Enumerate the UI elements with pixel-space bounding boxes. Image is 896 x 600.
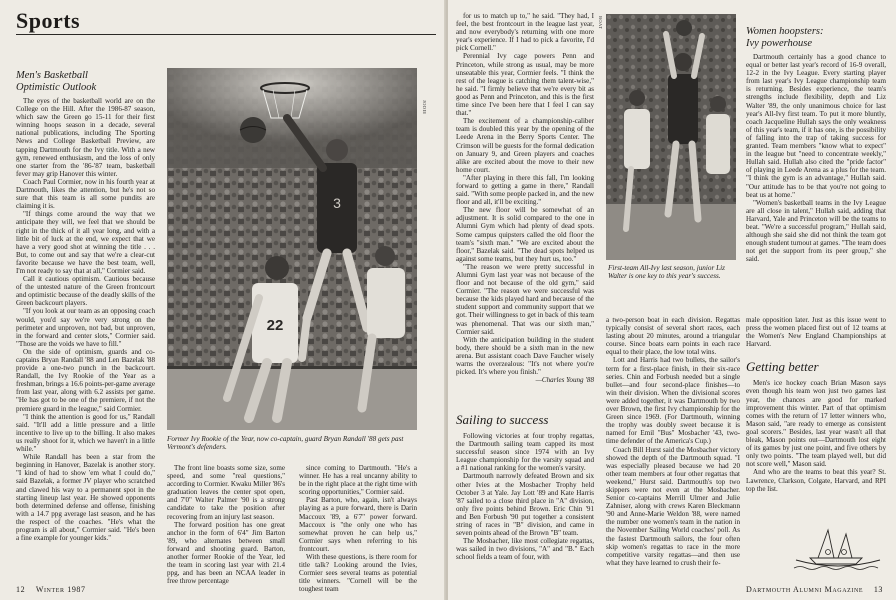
paragraph: Men's ice hockey coach Brian Mason says even though his team won just two games last year, the chances are good for marked improvement this winter. Part of that optimism comes with the return of 17 letter winners who, Mason said, "are ready to emerge as consistent goal scorers." Besides, last year wasn't all that bleak, Mason points out—Dartmouth lost eight of its games by just one point, and five others by only two points. "The team played well, but did not score well," Mason said. xyxy=(746,379,886,469)
paragraph: The forward position has one great anchor in the form of 6'4" Jim Barton '89, who alternates between small forward and shooting guard. Barton, another former Rookie of the Year, led the team in scoring last year with 21.4 ppg, and has been an NCAA leader in free throw percentage xyxy=(167,520,285,586)
paragraph: "Women's basketball teams in the Ivy League are all close in talent," Hullah said, adding that Harvard, Yale and Princeton will be the teams to beat. "We're a successful program," Hullah said, although she said she did not think the team got enough student turnout at games. "The team does not get the support from its peer group," she said. xyxy=(746,198,887,264)
photo-credit: BOAT xyxy=(598,16,603,30)
photo-caption: Former Ivy Rookie of the Year, now co-captain, guard Bryan Randall '88 gets past Vermont's defenders. xyxy=(167,435,404,452)
sailing-headline: Sailing to success xyxy=(456,412,549,427)
paragraph: Past Barton, who, again, isn't always playing as a pure forward, there is Darin Maccoux '89, a 6'7" power forward. Maccoux is "the only one who has somewhat proven he can help us," Cormier says when referring to his frontcourt. xyxy=(299,496,417,553)
article-column-3 xyxy=(299,464,417,594)
article-column-continued xyxy=(456,12,594,384)
paragraph: "After playing in there this fall, I'm looking forward to getting a game in there," Randall said. "With some people packed in, and the new floor and all, it'll be exciting." xyxy=(456,173,594,207)
paragraph: Call it cautious optimism. Cautious because of the untested nature of the Green frontcourt and optimistic because of the deadly skills of the Green backcourt players. xyxy=(16,275,155,308)
sailing-column-3 xyxy=(746,316,886,493)
paragraph: "If things come around the way that we anticipate they will, we feel that we should be right in the thick of it all year long, and with a little bit of luck at the end, we expect that we have a very good shot at winning the title . . . But, to come out and say that we're a clear-cut favorite because we have the best team, well, I'm not ready to say that at all," Cormier said. xyxy=(16,210,155,275)
jersey-number: 3 xyxy=(333,195,341,211)
paragraph: male opposition later. Just as this issue went to press the women placed first out of 12 teams at the Women's New England Championships at Harvard. xyxy=(746,316,886,349)
headline-line-1: Women hoopsters: xyxy=(746,26,824,37)
paragraph: Lott and Harris had two bullets, the sailor's term for a first-place finish, in their six-race series. Chin and Forbush needed but a single bullet—and four second-place finishes—to win their division. When the divisional scores were added together, it was Dartmouth by two over Brown, the first Ivy championship for the Green since 1969. (For Dartmouth, winning the trophy was doubly sweet because it is named for Emil "Bus" Mosbacher '43, two-time defender of the America's Cup.) xyxy=(606,356,740,446)
paragraph: And who are the teams to beat this year? St. Lawrence, Clarkson, Colgate, Harvard, and RPI top the list. xyxy=(746,468,886,493)
headline-line-2: Ivy powerhouse xyxy=(746,37,812,49)
hoopsters-column xyxy=(746,26,886,263)
paragraph: With the anticipation building in the student body, there should be a sixth man in the new arena. But assistant coach Dave Faucher wisely warns the overzealous: "It's not where you're picked. It's where you finish." xyxy=(456,335,594,377)
paragraph: "I think the attention is good for us," Randall said. "It'll add a little pressure and a little incentive to live up to the billing. It also makes us really shoot for it, which we haven't in a little while." xyxy=(16,412,155,454)
paragraph: The front line boasts some size, some speed, and some "real questions," according to Cormier. Kwaku Miller '86's graduation leaves the center spot open, and 7'0" Walter Palmer '90 is a strong candidate to take the position after recovering from an injury last season. xyxy=(167,464,286,521)
basketball-photo xyxy=(167,68,417,430)
paragraph: Coach Bill Hurst said the Mosbacher victory showed the depth of the Dartmouth squad. "I was especially pleased because we had 20 other team members at four other regattas that weekend," Hurst said. Dartmouth's top two skippers were not even at the Mosbacher. Senior co-captains Merrill Ulmer and Julie Zahniser, along with crews Karen Bleckmann '90 and Anne-Marie Weldon '88, were named the number one women's team in the nation in the November Sailing World coaches' poll. As the fastest Dartmouth sailors, the four often skip women's regattas to race in the more competitive varsity regattas—and then use what they have learned to crush their fe- xyxy=(606,445,740,567)
magazine-name: Dartmouth Alumni Magazine xyxy=(746,585,864,594)
paragraph: The eyes of the basketball world are on the College on the Hill. After the 1986-87 season, which saw the Green go 15-11 for their first winning hoops season in a decade, several national publications, including The Sporting News and College Basketball Preview, are tapping Dartmouth for the Ivy title. With a new gym, renewed enthusiasm, and the loss of only one starter from the '86-'87 team, basketball fever may grip Hanover this winter. xyxy=(16,97,155,178)
photo-credit: JODIE xyxy=(422,100,427,115)
paragraph: Dartmouth certainly has a good chance to equal or better last year's record of 16-9 overall, 12-2 in the Ivy League. Every starting player from last year's Ivy League championship team is returning. Besides experience, the team's strengths include flexibility, depth and Liz Walter '89, the only unanimous choice for last year's All-Ivy first team. To put it more bluntly, coach Jacqueline Hullah says the only weakness of this year's team, if it has one, is the possibility of falling into the trap of taking success for granted. Team members "know what to expect" in the league but "need to concentrate weekly," Hullah said. Hullah also cited the "pride factor" of playing in Leede Arena as a plus for the team. "I think the gym is an advantage," Hullah said. "Our attitude has to be that you're not going to beat us at home." xyxy=(746,53,886,199)
section-rule xyxy=(16,34,436,35)
paragraph: for us to match up to," he said. "They had, I feel, the best frontcourt in the league last year, and now everybody's returning with one more year's experience. If I had to pick a favorite, I'd pick Cornell." xyxy=(456,12,594,53)
paragraph: "If you look at our team as an opposing coach would, you'd say we're very strong on the perimeter and unproven, not bad, but unproven, in the forward and center slots," Cormier said. "Those are the voids we have to fill." xyxy=(16,307,155,348)
section-title: Sports xyxy=(16,8,81,33)
hoopsters-photo xyxy=(606,14,736,260)
sailing-illustration xyxy=(788,522,888,583)
paragraph: Coach Paul Cormier, now in his fourth year at Dartmouth, likes the attention, but he's not so sure that this team is all some pundits are claiming it is. xyxy=(16,177,155,211)
jersey-number: 22 xyxy=(266,317,284,334)
paragraph: While Randall has been a star from the beginning in Hanover, Bazelak is another story. "I kind of had to show 'em what I could do," said Bazelak, a former JV player who scratched and clawed his way to a permanent spot in the starting lineup last year. He showed opponents both determined defense and offense, finishing with a 14.7 ppg average last season, and he has the respect of the coaches. "He's what the program is all about," Cormier said. "He's been a fine example for younger kids." xyxy=(16,453,155,543)
paragraph: "The reason we were pretty successful in Alumni Gym last year was not because of the floor and not because of the old gym," said Cormier. "The reason we were successful was because the kids played hard and because of the student support and community support that we got. Their willingness to get in back of this team was phenomenal. That was our sixth man," Cormier said. xyxy=(456,262,594,336)
paragraph: Dartmouth narrowly defeated Brown and six other Ivies at the Mosbacher Trophy held October 3 at Yale. Jay Lott '89 and Kate Harris '87 sailed to a close third place in "A" division, only five points behind Brown. Eric Chin '91 and Ben Forbush '90 put together a consistent string of races in "B" division, and came in seven points ahead of the Brown "B" team. xyxy=(456,472,594,538)
headline-line-1: Men's Basketball xyxy=(16,70,88,81)
hoopsters-headline xyxy=(746,26,886,49)
paragraph: Following victories at four trophy regattas, the Dartmouth sailing team capped its most successful season since 1974 with an Ivy League championship for the varsity squad and a #1 national ranking for the women's varsity. xyxy=(456,432,594,473)
paragraph: a two-person boat in each division. Regattas typically consist of several short races, each lasting about 20 minutes, around a triangular course. Since boats earn points in each race equal to their place, the low total wins. xyxy=(606,316,740,357)
article-column-2 xyxy=(167,464,285,585)
paragraph: The new floor will be somewhat of an adjustment. It is solid compared to the one in Alumni Gym which had plenty of dead spots. Some campus quipsters called the old floor the team's "sixth man." "We are excited about the floor," Bazelak said. "The dead spots helped us against some teams, but they hurt us, too." xyxy=(456,206,594,263)
right-page xyxy=(448,0,896,600)
paragraph: The excitement of a championship-caliber team is doubled this year by the opening of the Leede Arena in the Berry Sports Center. The Crimson will be guests for the formal dedication on January 9, and Green players and coaches alike are excited about the move to their new home court. xyxy=(456,117,594,174)
sailing-column-1 xyxy=(456,413,594,562)
sailing-column-2 xyxy=(606,316,740,567)
page-number: 12 xyxy=(16,585,26,594)
page-number: 13 xyxy=(873,585,884,594)
article-headline xyxy=(16,70,155,93)
article-column-1 xyxy=(16,70,155,542)
issue-date: Winter 1987 xyxy=(35,585,86,594)
paragraph: On the side of optimism, guards and co-captains Bryan Randall '88 and Len Bazelak '88 provide a one-two punch in the backcourt. Randall, the Ivy Rookie of the Year as a freshman, brings a 16.6 points-per-game average from last year, along with 6.2 assists per game. "He has got to be one of the premiere, if not the premiere guard in the league," said Cormier. xyxy=(16,347,155,413)
headline-line-2: Optimistic Outlook xyxy=(16,81,97,93)
folio xyxy=(746,585,883,594)
paragraph: With these questions, is there room for title talk? Looking around the Ivies, Cormier sees several teams as potential title winners. "Cornell will be the toughest team xyxy=(299,553,417,594)
folio xyxy=(16,585,86,594)
byline: —Charles Young '88 xyxy=(535,376,594,385)
paragraph: Perennial Ivy cage powers Penn and Princeton, while strong as usual, may be more unseatable this year, Cormier feels. "I think the rest of the league is catching them talent-wise," he said. "I firmly believe that we're every bit as good as Penn and Princeton, and this is the first time since I've been here that I feel I can say that." xyxy=(456,52,594,118)
hoopsters-caption: First-team All-Ivy last season, junior Liz Walter is one key to this year's success. xyxy=(608,264,725,281)
paragraph: The Mosbacher, like most collegiate regattas, was sailed in two divisions, "A" and "B." Each school fields a team of four, with xyxy=(456,537,594,562)
left-page xyxy=(0,0,446,600)
paragraph: since coming to Dartmouth. "He's a winner. He has a real uncanny ability to be in the right place at the right time with scoring opportunities," Cormier said. xyxy=(299,464,417,497)
better-headline: Getting better xyxy=(746,359,819,375)
